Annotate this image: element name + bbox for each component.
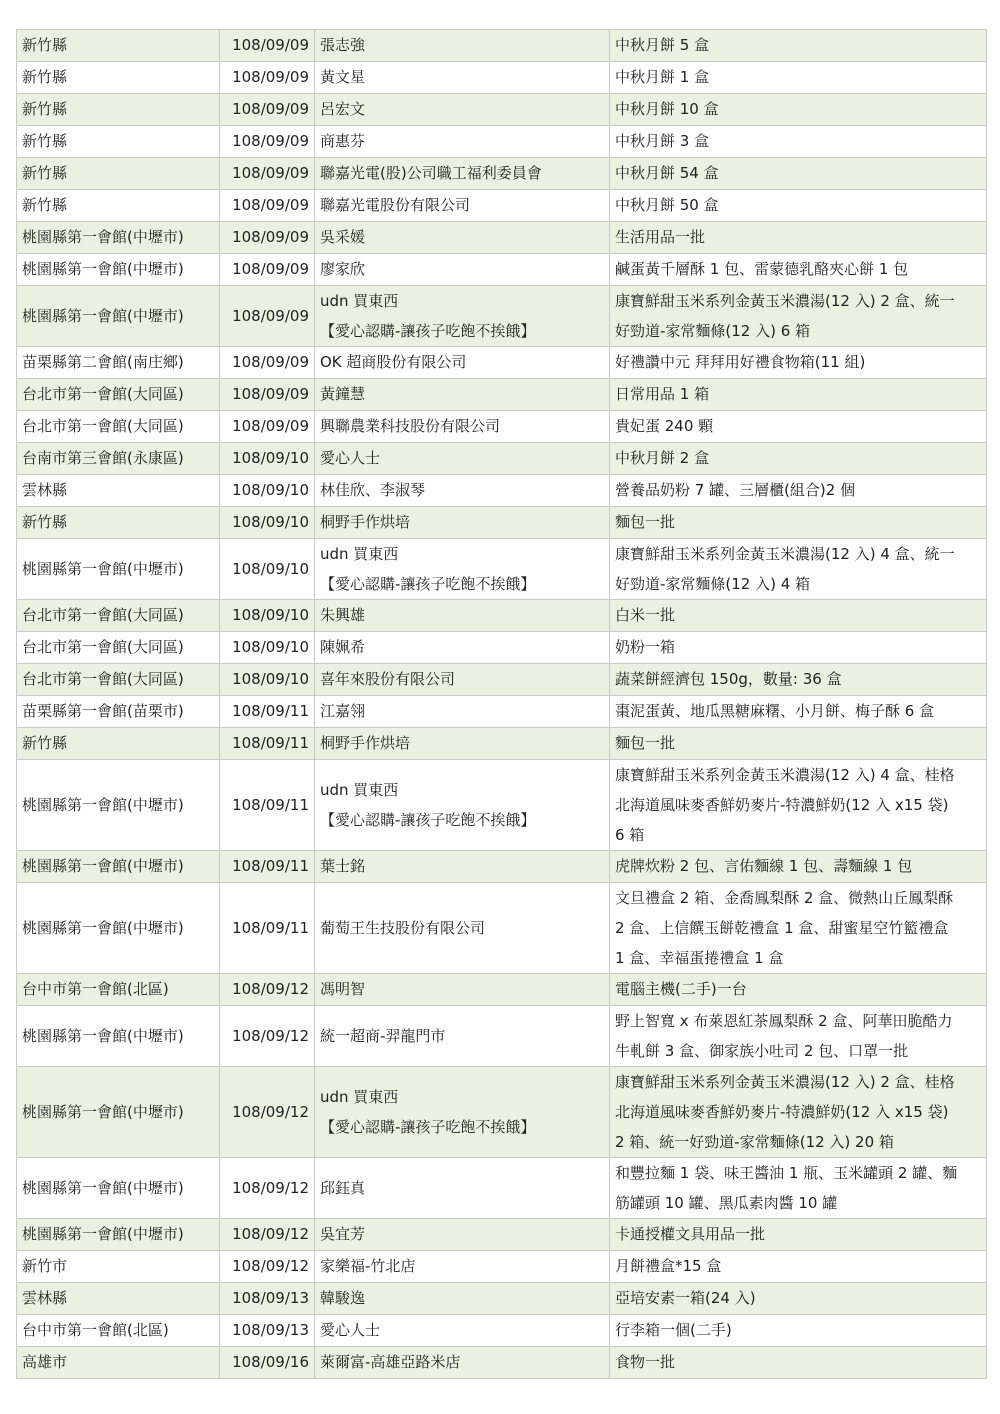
date-cell: 108/09/09 <box>220 158 315 190</box>
item-line: 北海道風味麥香鮮奶麥片-特濃鮮奶(12 入 x15 袋) <box>615 796 949 814</box>
item-line: 康寶鮮甜玉米系列金黃玉米濃湯(12 入) 2 盒、統一 <box>615 292 955 310</box>
date-cell: 108/09/10 <box>220 507 315 539</box>
donor-line: 廖家欣 <box>320 260 366 278</box>
donor-line: 聯嘉光電股份有限公司 <box>320 196 471 214</box>
donor-cell <box>315 632 610 664</box>
date-cell: 108/09/09 <box>220 379 315 411</box>
donor-line: 黃鐘慧 <box>320 385 366 403</box>
date-cell: 108/09/10 <box>220 539 315 600</box>
item-line: 奶粉一箱 <box>615 638 676 656</box>
table-row <box>17 883 987 974</box>
table-row <box>17 222 987 254</box>
date-cell: 108/09/11 <box>220 851 315 883</box>
location-cell: 桃園縣第一會館(中壢市) <box>17 760 220 851</box>
item-line: 營養品奶粉 7 罐、三層櫃(組合)2 個 <box>615 481 856 499</box>
item-line: 中秋月餅 10 盒 <box>615 100 719 118</box>
date-cell: 108/09/12 <box>220 1158 315 1219</box>
table-row <box>17 190 987 222</box>
location-cell: 桃園縣第一會館(中壢市) <box>17 1158 220 1219</box>
location-cell: 桃園縣第一會館(中壢市) <box>17 286 220 347</box>
donor-cell <box>315 883 610 974</box>
date-cell: 108/09/09 <box>220 94 315 126</box>
table-row <box>17 696 987 728</box>
donor-line: 葉士銘 <box>320 857 366 875</box>
donor-line: 家樂福-竹北店 <box>320 1257 416 1275</box>
item-line: 中秋月餅 1 盒 <box>615 68 710 86</box>
table-row <box>17 1283 987 1315</box>
table-row <box>17 728 987 760</box>
item-line: 貴妃蛋 240 顆 <box>615 417 714 435</box>
date-cell: 108/09/13 <box>220 1283 315 1315</box>
item-line: 日常用品 1 箱 <box>615 385 710 403</box>
item-cell <box>610 30 987 62</box>
date-cell: 108/09/11 <box>220 760 315 851</box>
item-cell <box>610 1219 987 1251</box>
table-row <box>17 539 987 600</box>
donor-cell <box>315 539 610 600</box>
location-cell: 桃園縣第一會館(中壢市) <box>17 254 220 286</box>
item-cell <box>610 1315 987 1347</box>
item-line: 和豐拉麵 1 袋、味王醬油 1 瓶、玉米罐頭 2 罐、麵 <box>615 1164 958 1182</box>
location-cell: 台北市第一會館(大同區) <box>17 411 220 443</box>
table-row <box>17 30 987 62</box>
location-cell: 新竹縣 <box>17 507 220 539</box>
donor-cell <box>315 379 610 411</box>
date-cell: 108/09/09 <box>220 190 315 222</box>
item-cell <box>610 632 987 664</box>
table-row <box>17 1219 987 1251</box>
table-row <box>17 1006 987 1067</box>
location-cell: 新竹縣 <box>17 190 220 222</box>
item-line: 食物一批 <box>615 1353 676 1371</box>
item-cell <box>610 411 987 443</box>
item-line: 中秋月餅 54 盒 <box>615 164 719 182</box>
location-cell: 新竹縣 <box>17 158 220 190</box>
table-row <box>17 347 987 379</box>
donor-line: 統一超商-羿龍門市 <box>320 1027 446 1045</box>
donor-cell <box>315 94 610 126</box>
item-line: 康寶鮮甜玉米系列金黃玉米濃湯(12 入) 4 盒、桂格 <box>615 766 955 784</box>
item-line: 中秋月餅 50 盒 <box>615 196 719 214</box>
date-cell: 108/09/09 <box>220 62 315 94</box>
item-line: 電腦主機(二手)一台 <box>615 980 747 998</box>
location-cell: 台北市第一會館(大同區) <box>17 664 220 696</box>
donor-line: udn 買東西 <box>320 292 399 310</box>
location-cell: 苗栗縣第二會館(南庄鄉) <box>17 347 220 379</box>
item-cell <box>610 539 987 600</box>
location-cell: 高雄市 <box>17 1347 220 1379</box>
donor-cell <box>315 600 610 632</box>
donor-cell <box>315 1219 610 1251</box>
donor-line: 萊爾富-高雄亞路米店 <box>320 1353 461 1371</box>
item-cell <box>610 379 987 411</box>
table-row <box>17 475 987 507</box>
location-cell: 台北市第一會館(大同區) <box>17 379 220 411</box>
table-row <box>17 507 987 539</box>
date-cell: 108/09/10 <box>220 475 315 507</box>
item-line: 牛軋餅 3 盒、御家族小吐司 2 包、口罩一批 <box>615 1042 909 1060</box>
date-cell: 108/09/11 <box>220 728 315 760</box>
donor-line: udn 買東西 <box>320 545 399 563</box>
table-row <box>17 632 987 664</box>
item-cell <box>610 1251 987 1283</box>
donor-cell <box>315 475 610 507</box>
donor-line: 陳姵希 <box>320 638 366 656</box>
location-cell: 桃園縣第一會館(中壢市) <box>17 851 220 883</box>
donor-line: OK 超商股份有限公司 <box>320 353 467 371</box>
donor-cell <box>315 254 610 286</box>
item-line: 虎牌炊粉 2 包、言佑麵線 1 包、壽麵線 1 包 <box>615 857 913 875</box>
item-line: 麵包一批 <box>615 513 676 531</box>
table-row <box>17 1251 987 1283</box>
location-cell: 新竹縣 <box>17 728 220 760</box>
item-cell <box>610 94 987 126</box>
donor-line: 呂宏文 <box>320 100 366 118</box>
item-line: 文旦禮盒 2 箱、金喬鳳梨酥 2 盒、微熱山丘鳳梨酥 <box>615 889 954 907</box>
donor-cell <box>315 728 610 760</box>
item-line: 卡通授權文具用品一批 <box>615 1225 766 1243</box>
donor-cell <box>315 1347 610 1379</box>
donor-cell <box>315 1158 610 1219</box>
location-cell: 桃園縣第一會館(中壢市) <box>17 539 220 600</box>
table-row <box>17 1315 987 1347</box>
item-line: 亞培安素一箱(24 入) <box>615 1289 756 1307</box>
donor-line: 黃文星 <box>320 68 366 86</box>
date-cell: 108/09/09 <box>220 411 315 443</box>
date-cell: 108/09/16 <box>220 1347 315 1379</box>
table-row <box>17 286 987 347</box>
donor-cell <box>315 851 610 883</box>
table-row <box>17 158 987 190</box>
item-cell <box>610 62 987 94</box>
location-cell: 新竹縣 <box>17 62 220 94</box>
table-row <box>17 600 987 632</box>
donor-line: 桐野手作烘培 <box>320 734 411 752</box>
table-row <box>17 851 987 883</box>
location-cell: 台北市第一會館(大同區) <box>17 632 220 664</box>
donor-cell <box>315 664 610 696</box>
item-line: 6 箱 <box>615 826 645 844</box>
item-cell <box>610 222 987 254</box>
location-cell: 新竹縣 <box>17 30 220 62</box>
donor-line: 【愛心認購-讓孩子吃飽不挨餓】 <box>320 811 536 829</box>
donor-cell <box>315 1067 610 1158</box>
location-cell: 新竹縣 <box>17 94 220 126</box>
donor-cell <box>315 507 610 539</box>
date-cell: 108/09/09 <box>220 347 315 379</box>
donor-cell <box>315 190 610 222</box>
donor-line: 興聯農業科技股份有限公司 <box>320 417 501 435</box>
donor-cell <box>315 1251 610 1283</box>
item-cell <box>610 443 987 475</box>
donor-line: 江嘉翎 <box>320 702 366 720</box>
table-row <box>17 379 987 411</box>
location-cell: 桃園縣第一會館(中壢市) <box>17 883 220 974</box>
donor-line: 邱鈺真 <box>320 1179 366 1197</box>
item-line: 好勁道-家常麵條(12 入) 6 箱 <box>615 322 811 340</box>
item-line: 生活用品一批 <box>615 228 706 246</box>
item-line: 2 盒、上信饌玉餅乾禮盒 1 盒、甜蜜星空竹籃禮盒 <box>615 919 949 937</box>
donor-cell <box>315 1315 610 1347</box>
donor-line: 桐野手作烘培 <box>320 513 411 531</box>
item-line: 行李箱一個(二手) <box>615 1321 732 1339</box>
item-line: 好勁道-家常麵條(12 入) 4 箱 <box>615 575 811 593</box>
item-line: 棗泥蛋黃、地瓜黑糖麻糬、小月餅、梅子酥 6 盒 <box>615 702 935 720</box>
donation-table <box>16 29 987 1379</box>
table-row <box>17 1158 987 1219</box>
location-cell: 桃園縣第一會館(中壢市) <box>17 222 220 254</box>
donor-line: 喜年來股份有限公司 <box>320 670 456 688</box>
item-line: 月餅禮盒*15 盒 <box>615 1257 722 1275</box>
donor-cell <box>315 443 610 475</box>
item-cell <box>610 286 987 347</box>
item-line: 中秋月餅 5 盒 <box>615 36 710 54</box>
donor-line: 【愛心認購-讓孩子吃飽不挨餓】 <box>320 575 536 593</box>
item-line: 康寶鮮甜玉米系列金黃玉米濃湯(12 入) 2 盒、桂格 <box>615 1073 955 1091</box>
date-cell: 108/09/12 <box>220 1006 315 1067</box>
table-row <box>17 94 987 126</box>
item-cell <box>610 728 987 760</box>
donor-line: 愛心人士 <box>320 1321 381 1339</box>
donor-cell <box>315 62 610 94</box>
table-row <box>17 974 987 1006</box>
donor-line: 吳采媛 <box>320 228 366 246</box>
donor-line: 吳宜芳 <box>320 1225 366 1243</box>
donor-line: 葡萄王生技股份有限公司 <box>320 919 486 937</box>
date-cell: 108/09/09 <box>220 126 315 158</box>
item-line: 白米一批 <box>615 606 676 624</box>
item-cell <box>610 1158 987 1219</box>
donor-line: 張志強 <box>320 36 366 54</box>
date-cell: 108/09/13 <box>220 1315 315 1347</box>
item-cell <box>610 851 987 883</box>
table-row <box>17 62 987 94</box>
item-cell <box>610 974 987 1006</box>
donor-line: 馮明智 <box>320 980 366 998</box>
date-cell: 108/09/09 <box>220 30 315 62</box>
donor-line: 林佳欣、李淑琴 <box>320 481 426 499</box>
location-cell: 台中市第一會館(北區) <box>17 1315 220 1347</box>
donor-cell <box>315 760 610 851</box>
item-line: 鹹蛋黃千層酥 1 包、雷蒙德乳酪夾心餅 1 包 <box>615 260 909 278</box>
table-row <box>17 760 987 851</box>
table-row <box>17 664 987 696</box>
item-cell <box>610 664 987 696</box>
item-cell <box>610 1006 987 1067</box>
item-cell <box>610 126 987 158</box>
donor-line: 韓駿逸 <box>320 1289 366 1307</box>
date-cell: 108/09/09 <box>220 222 315 254</box>
donor-line: 朱興雄 <box>320 606 366 624</box>
item-cell <box>610 347 987 379</box>
date-cell: 108/09/09 <box>220 286 315 347</box>
item-line: 筋罐頭 10 罐、黑瓜素肉醬 10 罐 <box>615 1194 838 1212</box>
item-line: 中秋月餅 3 盒 <box>615 132 710 150</box>
item-line: 中秋月餅 2 盒 <box>615 449 710 467</box>
date-cell: 108/09/10 <box>220 600 315 632</box>
item-cell <box>610 696 987 728</box>
date-cell: 108/09/11 <box>220 883 315 974</box>
date-cell: 108/09/11 <box>220 696 315 728</box>
location-cell: 雲林縣 <box>17 475 220 507</box>
date-cell: 108/09/12 <box>220 1067 315 1158</box>
donation-table-body <box>17 30 987 1379</box>
location-cell: 台中市第一會館(北區) <box>17 974 220 1006</box>
donor-cell <box>315 347 610 379</box>
donor-cell <box>315 1283 610 1315</box>
donor-line: 愛心人士 <box>320 449 381 467</box>
donor-cell <box>315 222 610 254</box>
donor-line: udn 買東西 <box>320 781 399 799</box>
table-row <box>17 411 987 443</box>
item-cell <box>610 190 987 222</box>
location-cell: 台南市第三會館(永康區) <box>17 443 220 475</box>
item-line: 1 盒、幸福蛋捲禮盒 1 盒 <box>615 949 784 967</box>
donor-line: 【愛心認購-讓孩子吃飽不挨餓】 <box>320 1118 536 1136</box>
donor-cell <box>315 158 610 190</box>
item-line: 康寶鮮甜玉米系列金黃玉米濃湯(12 入) 4 盒、統一 <box>615 545 955 563</box>
donor-line: udn 買東西 <box>320 1088 399 1106</box>
date-cell: 108/09/10 <box>220 443 315 475</box>
item-cell <box>610 158 987 190</box>
item-line: 野上智寬 x 布萊恩紅茶鳳梨酥 2 盒、阿華田脆酷力 <box>615 1012 953 1030</box>
table-row <box>17 254 987 286</box>
donor-cell <box>315 411 610 443</box>
item-cell <box>610 507 987 539</box>
location-cell: 新竹市 <box>17 1251 220 1283</box>
date-cell: 108/09/09 <box>220 254 315 286</box>
donor-line: 商惠芬 <box>320 132 366 150</box>
item-cell <box>610 600 987 632</box>
table-row <box>17 1347 987 1379</box>
item-cell <box>610 760 987 851</box>
item-cell <box>610 1067 987 1158</box>
date-cell: 108/09/10 <box>220 664 315 696</box>
item-line: 2 箱、統一好勁道-家常麵條(12 入) 20 箱 <box>615 1133 894 1151</box>
date-cell: 108/09/12 <box>220 1251 315 1283</box>
item-line: 北海道風味麥香鮮奶麥片-特濃鮮奶(12 入 x15 袋) <box>615 1103 949 1121</box>
donor-cell <box>315 126 610 158</box>
donor-cell <box>315 30 610 62</box>
donor-line: 聯嘉光電(股)公司職工福利委員會 <box>320 164 542 182</box>
item-line: 好禮讚中元 拜拜用好禮食物箱(11 組) <box>615 353 866 371</box>
location-cell: 桃園縣第一會館(中壢市) <box>17 1006 220 1067</box>
item-cell <box>610 1347 987 1379</box>
item-cell <box>610 883 987 974</box>
item-line: 麵包一批 <box>615 734 676 752</box>
item-cell <box>610 475 987 507</box>
date-cell: 108/09/12 <box>220 974 315 1006</box>
donor-cell <box>315 974 610 1006</box>
donor-line: 【愛心認購-讓孩子吃飽不挨餓】 <box>320 322 536 340</box>
date-cell: 108/09/12 <box>220 1219 315 1251</box>
donor-cell <box>315 286 610 347</box>
item-line: 蔬菜餅經濟包 150g，數量: 36 盒 <box>615 670 842 688</box>
location-cell: 桃園縣第一會館(中壢市) <box>17 1219 220 1251</box>
location-cell: 台北市第一會館(大同區) <box>17 600 220 632</box>
item-cell <box>610 1283 987 1315</box>
location-cell: 桃園縣第一會館(中壢市) <box>17 1067 220 1158</box>
date-cell: 108/09/10 <box>220 632 315 664</box>
donor-cell <box>315 696 610 728</box>
location-cell: 雲林縣 <box>17 1283 220 1315</box>
table-row <box>17 1067 987 1158</box>
table-row <box>17 443 987 475</box>
location-cell: 苗栗縣第一會館(苗栗市) <box>17 696 220 728</box>
table-row <box>17 126 987 158</box>
location-cell: 新竹縣 <box>17 126 220 158</box>
donor-cell <box>315 1006 610 1067</box>
item-cell <box>610 254 987 286</box>
